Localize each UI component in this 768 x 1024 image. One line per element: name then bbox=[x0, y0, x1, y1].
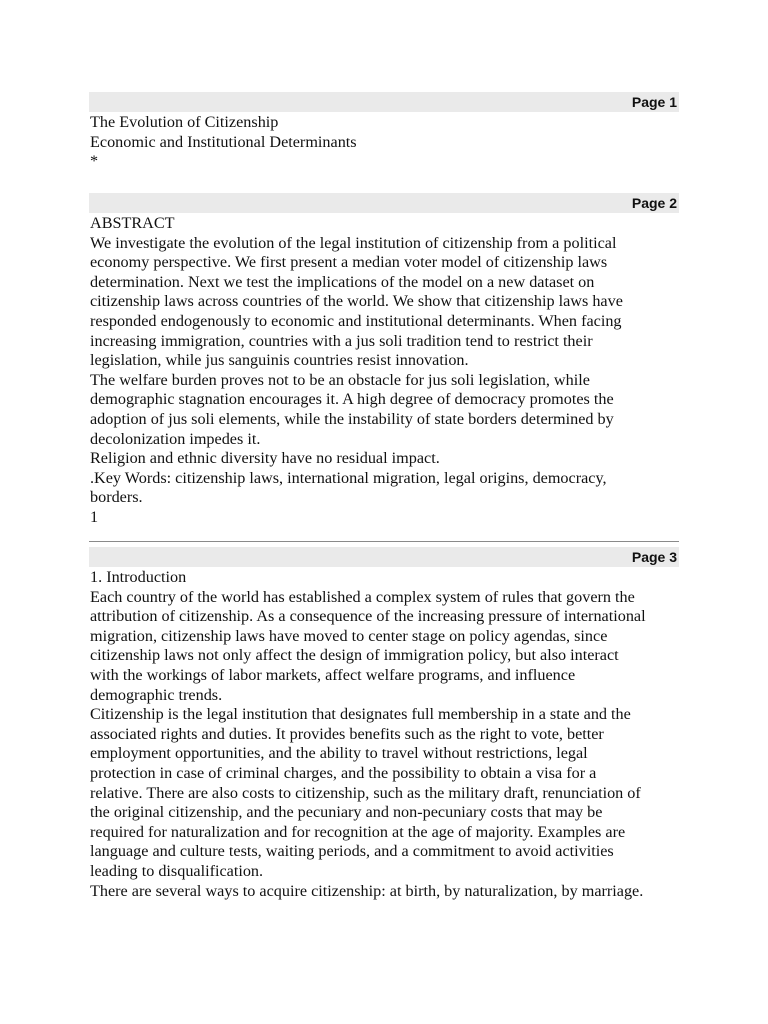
text-line: relative. There are also costs to citizenship, such as the military draft, renunciation of bbox=[90, 783, 641, 802]
page-footer-number: 1 bbox=[90, 507, 99, 526]
key-words-line: borders. bbox=[90, 488, 143, 507]
page-header-bar bbox=[89, 547, 679, 567]
page-1-text bbox=[90, 113, 682, 172]
text-line: demographic stagnation encourages it. A high degree of democracy promotes the bbox=[90, 390, 614, 409]
page-header-bar bbox=[89, 92, 679, 112]
document-subtitle: Economic and Institutional Determinants bbox=[90, 132, 357, 151]
page-separator-rule bbox=[89, 541, 679, 542]
text-line: associated rights and duties. It provides benefits such as the right to vote, better bbox=[90, 724, 604, 743]
text-line: migration, citizenship laws have moved to center stage on policy agendas, since bbox=[90, 626, 608, 645]
text-line: language and culture tests, waiting periods, and a commitment to avoid activities bbox=[90, 842, 614, 861]
text-line: demographic trends. bbox=[90, 685, 223, 704]
text-line: leading to disqualification. bbox=[90, 861, 264, 880]
text-line: economy perspective. We first present a median voter model of citizenship laws bbox=[90, 253, 608, 272]
text-line: citizenship laws across countries of the world. We show that citizenship laws have bbox=[90, 292, 623, 311]
section-heading: 1. Introduction bbox=[90, 568, 187, 586]
text-line: employment opportunities, and the ability to travel without restrictions, legal bbox=[90, 744, 588, 763]
page-header-bar bbox=[89, 193, 679, 213]
footnote-marker: * bbox=[90, 152, 99, 171]
page-2-text bbox=[90, 214, 682, 528]
page-number-label: Page 2 bbox=[631, 195, 677, 211]
text-line: Religion and ethnic diversity have no residual impact. bbox=[90, 449, 440, 468]
text-line: required for naturalization and for recognition at the age of majority. Examples are bbox=[90, 822, 626, 841]
text-line: the original citizenship, and the pecuniary and non-pecuniary costs that may be bbox=[90, 803, 603, 822]
text-line: responded endogenously to economic and institutional determinants. When facing bbox=[90, 311, 622, 330]
text-line: The welfare burden proves not to be an obstacle for jus soli legislation, while bbox=[90, 370, 590, 389]
page-3-text bbox=[90, 568, 682, 901]
text-line: There are several ways to acquire citizenship: at birth, by naturalization, by marriage. bbox=[90, 881, 644, 900]
text-line: protection in case of criminal charges, and the possibility to obtain a visa for a bbox=[90, 763, 597, 782]
document-title: The Evolution of Citizenship bbox=[90, 113, 279, 131]
text-line: increasing immigration, countries with a jus soli tradition tend to restrict their bbox=[90, 331, 593, 350]
text-line: determination. Next we test the implications of the model on a new dataset on bbox=[90, 272, 595, 291]
text-line: We investigate the evolution of the legal institution of citizenship from a political bbox=[90, 233, 617, 252]
text-line: Citizenship is the legal institution that designates full membership in a state and the bbox=[90, 705, 631, 724]
key-words-line: .Key Words: citizenship laws, international migration, legal origins, democracy, bbox=[90, 468, 607, 487]
text-line: decolonization impedes it. bbox=[90, 429, 261, 448]
text-line: Each country of the world has established a complex system of rules that govern the bbox=[90, 587, 635, 606]
text-line: legislation, while jus sanguinis countries resist innovation. bbox=[90, 351, 469, 370]
text-line: with the workings of labor markets, affect welfare programs, and influence bbox=[90, 665, 576, 684]
text-line: adoption of jus soli elements, while the instability of state borders determined by bbox=[90, 409, 614, 428]
text-line: citizenship laws not only affect the design of immigration policy, but also interact bbox=[90, 646, 619, 665]
abstract-heading: ABSTRACT bbox=[90, 214, 175, 232]
page-number-label: Page 1 bbox=[631, 94, 677, 110]
page-number-label: Page 3 bbox=[631, 549, 677, 565]
text-line: attribution of citizenship. As a consequence of the increasing pressure of international bbox=[90, 607, 646, 626]
